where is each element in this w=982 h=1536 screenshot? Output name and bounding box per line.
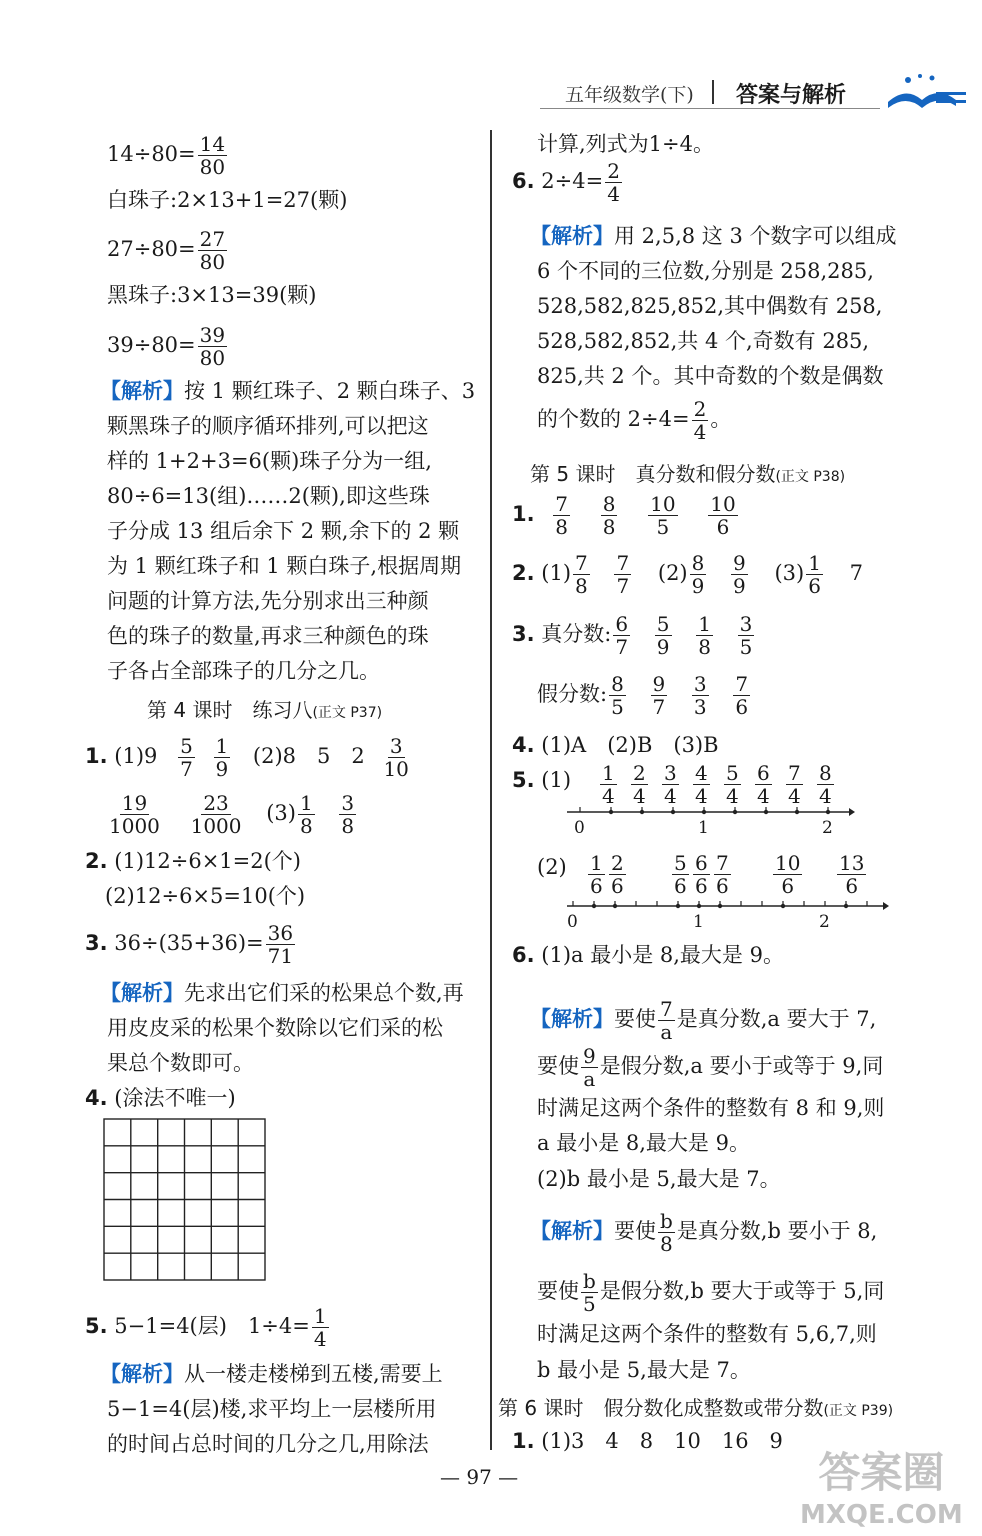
analysis-line: 【解析】要使 $\frac{b}{8}$ 是真分数,b 要小于 8, xyxy=(530,1209,878,1256)
header-rule xyxy=(540,108,880,109)
analysis-line: 825,共 2 个。其中奇数的个数是偶数 xyxy=(537,364,884,388)
analysis-line: 为 1 颗红珠子和 1 颗白珠子,根据周期 xyxy=(107,554,462,578)
analysis-line: (2)b 最小是 5,最大是 7。 xyxy=(537,1167,781,1191)
analysis-line: 时满足这两个条件的整数有 8 和 9,则 xyxy=(537,1096,885,1120)
analysis-line: 【解析】用 2,5,8 这 3 个数字可以组成 xyxy=(530,223,897,248)
analysis-line: 【解析】要使 $\frac{7}{a}$ 是真分数,a 要大于 7, xyxy=(530,997,877,1044)
analysis-line: 子各占全部珠子的几分之几。 xyxy=(107,659,380,683)
analysis-line: 要使 $\frac{9}{a}$ 是假分数,a 要小于或等于 9,同 xyxy=(537,1044,884,1091)
analysis-line: 528,582,825,852,其中偶数有 258, xyxy=(537,294,883,318)
p3-row: 3. 真分数: $\frac{6}{7}$ $\frac{5}{9}$ $\frac{1}{8}$ $\frac{3}{5}$ xyxy=(512,612,753,659)
q3-row: 3. 36÷(35+36)= $\frac{36}{71}$ xyxy=(85,921,294,968)
number-line-1: $\frac{1}{4}$ $\frac{2}{4}$ $\frac{3}{4}$ $\frac{4}{4}$ $\frac{5}{4}$ $\frac{6}{4}$ $\frac{7}{4}$ $\frac{8}{4}$ 0 1 2 xyxy=(565,762,855,840)
p4-row: 4. (1)A (2)B (3)B xyxy=(512,733,719,757)
lesson-6-title: 第 6 课时 假分数化成整数或带分数(正文 P39) xyxy=(498,1396,894,1420)
left-line: 27÷80= $\frac{27}{80}$ xyxy=(107,227,226,274)
analysis-line: 的时间占总时间的几分之几,用除法 xyxy=(107,1432,429,1456)
header-subject: 五年级数学(下) xyxy=(565,84,694,106)
left-line: 黑珠子:3×13=39(颗) xyxy=(107,283,317,307)
q1-row: 1. (1)9 $\frac{5}{7}$ $\frac{1}{9}$ (2)8 5 2 $\frac{3}{10}$ xyxy=(85,734,409,781)
analysis-line: 样的 1+2+3=6(颗)珠子分为一组, xyxy=(107,449,432,473)
analysis-line: b 最小是 5,最大是 7。 xyxy=(537,1358,751,1382)
watermark-text: 答案圈 xyxy=(818,1448,945,1497)
right-line: 计算,列式为1÷4。 xyxy=(537,132,714,156)
analysis-line: 80÷6=13(组)……2(颗),即这些珠 xyxy=(107,484,430,508)
p3-row-2: 假分数: $\frac{8}{5}$ $\frac{9}{7}$ $\frac{3}{3}$ $\frac{7}{6}$ xyxy=(537,672,749,719)
q2-row-2: (2)12÷6×5=10(个) xyxy=(105,884,306,908)
q2-row: 2. (1)12÷6×1=2(个) xyxy=(85,849,302,873)
left-line: 白珠子:2×13+1=27(颗) xyxy=(107,188,348,212)
q1-row-2: $\frac{19}{1000}$ $\frac{23}{1000}$ (3) $\frac{1}{8}$ $\frac{3}{8}$ xyxy=(109,791,355,838)
analysis-line: a 最小是 8,最大是 9。 xyxy=(537,1131,750,1155)
analysis-line: 要使 $\frac{b}{5}$ 是假分数,b 要大于或等于 5,同 xyxy=(537,1269,885,1316)
analysis-line: 6 个不同的三位数,分别是 258,285, xyxy=(537,259,874,283)
analysis-line: 【解析】按 1 颗红珠子、2 颗白珠子、3 xyxy=(100,378,476,403)
analysis-line: 果总个数即可。 xyxy=(107,1051,254,1075)
p5-row-2: (2) xyxy=(537,855,567,879)
header-title: 答案与解析 xyxy=(736,83,847,108)
analysis-line: 528,582,852,共 4 个,奇数有 285, xyxy=(537,329,870,353)
q6-row: 6. 2÷4= $\frac{2}{4}$ xyxy=(512,159,620,206)
analysis-line: 5−1=4(层)楼,求平均上一层楼所用 xyxy=(107,1397,437,1421)
analysis-line: 子分成 13 组后余下 2 颗,余下的 2 颗 xyxy=(107,519,460,543)
q4-row: 4. (涂法不唯一) xyxy=(85,1086,236,1110)
analysis-line: 时满足这两个条件的整数有 5,6,7,则 xyxy=(537,1322,877,1346)
analysis-line: 用皮皮采的松果个数除以它们采的松 xyxy=(107,1016,443,1040)
column-divider xyxy=(490,130,492,1450)
left-line: 14÷80= $\frac{14}{80}$ xyxy=(107,132,226,179)
p2-row: 2. (1) $\frac{7}{8}$ $\frac{7}{7}$ (2) $\frac{8}{9}$ $\frac{9}{9}$ (3) $\frac{1}{6}$ 7 xyxy=(512,551,864,598)
watermark-logo xyxy=(800,1440,963,1530)
analysis-line: 的个数的 2÷4= $\frac{2}{4}$ 。 xyxy=(537,397,732,444)
analysis-line: 色的珠子的数量,再求三种颜色的珠 xyxy=(107,624,429,648)
book-logo-icon xyxy=(878,70,970,114)
analysis-line: 【解析】先求出它们采的松果总个数,再 xyxy=(100,980,464,1005)
p6-row: 6. (1)a 最小是 8,最大是 9。 xyxy=(512,943,784,967)
watermark-url: MXQE.COM xyxy=(800,1500,963,1530)
page-number: — 97 — xyxy=(440,1465,519,1489)
p5-row: 5. (1) xyxy=(512,768,572,792)
number-line-2: $\frac{1}{6}$ $\frac{2}{6}$ $\frac{5}{6}$ $\frac{6}{6}$ $\frac{7}{6}$ $\frac{10}{6}$ $\frac{13}{6}$ 0 1 2 xyxy=(565,852,890,932)
e1-row: 1. (1)3 4 8 10 16 9 xyxy=(512,1429,783,1453)
left-line: 39÷80= $\frac{39}{80}$ xyxy=(107,323,226,370)
analysis-line: 颗黑珠子的顺序循环排列,可以把这 xyxy=(107,414,429,438)
analysis-line: 问题的计算方法,先分别求出三种颜 xyxy=(107,589,429,613)
q5-row: 5. 5−1=4(层) 1÷4= $\frac{1}{4}$ xyxy=(85,1304,327,1351)
analysis-line: 【解析】从一楼走楼梯到五楼,需要上 xyxy=(100,1361,443,1386)
lesson-4-title: 第 4 课时 练习八(正文 P37) xyxy=(147,698,383,722)
p1-row: 1. $\frac{7}{8}$ $\frac{8}{8}$ $\frac{10}{5}$ $\frac{10}{6}$ xyxy=(512,492,736,539)
header-divider xyxy=(712,80,714,104)
lesson-5-title: 第 5 课时 真分数和假分数(正文 P38) xyxy=(530,462,846,486)
shading-grid xyxy=(103,1118,267,1282)
